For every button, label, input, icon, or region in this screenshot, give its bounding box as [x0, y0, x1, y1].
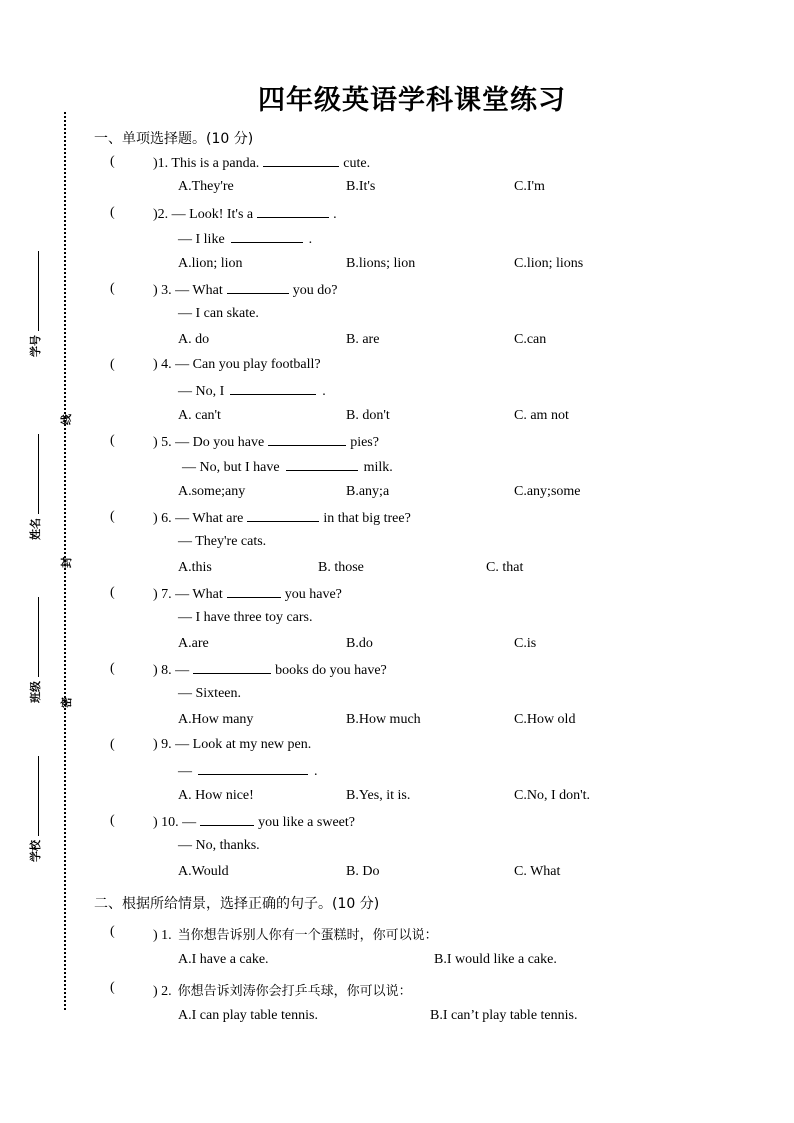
answer-line: — No, but I have milk.: [182, 460, 393, 475]
question-line: ) 10. — you like a sweet?: [153, 815, 355, 830]
option-c: C.No, I don't.: [514, 788, 591, 803]
option-a: A. can't: [178, 408, 221, 423]
option-b: B. Do: [346, 864, 380, 879]
option-b: B.I can’t play table tennis.: [430, 1008, 578, 1023]
answer-paren[interactable]: (: [110, 433, 115, 448]
class-label: 班级: [27, 597, 43, 703]
student-no-label: 学号: [27, 251, 43, 357]
option-a: A.I can play table tennis.: [178, 1008, 318, 1023]
answer-line: — I have three toy cars.: [178, 610, 313, 625]
name-label: 姓名: [27, 434, 43, 540]
school-label: 学校: [27, 756, 43, 862]
option-c: C.can: [514, 332, 547, 347]
option-c: C. What: [514, 864, 561, 879]
option-a: A.some;any: [178, 484, 246, 499]
school-blank[interactable]: [28, 756, 39, 836]
question-line: ) 4. — Can you play football?: [153, 357, 321, 372]
option-b: B.lions; lion: [346, 256, 416, 271]
option-c: C.lion; lions: [514, 256, 584, 271]
option-a: A.Would: [178, 864, 229, 879]
fill-blank[interactable]: [286, 458, 358, 471]
option-a: A.They're: [178, 179, 234, 194]
option-c: C.How old: [514, 712, 576, 727]
answer-line: — I can skate.: [178, 306, 259, 321]
answer-paren[interactable]: (: [110, 509, 115, 524]
fill-blank[interactable]: [230, 382, 316, 395]
answer-line: — .: [178, 764, 318, 779]
option-b: B. don't: [346, 408, 390, 423]
question-line: )2. — Look! It's a .: [153, 207, 337, 222]
answer-paren[interactable]: (: [110, 281, 115, 296]
section1-heading: 一、单项选择题。(10 分): [94, 131, 254, 147]
answer-paren[interactable]: (: [110, 924, 115, 939]
option-c: C.is: [514, 636, 537, 651]
answer-paren[interactable]: (: [110, 661, 115, 676]
answer-line: — No, thanks.: [178, 838, 260, 853]
option-a: A.this: [178, 560, 212, 575]
page-title: 四年级英语学科课堂练习: [258, 85, 566, 116]
answer-paren[interactable]: (: [110, 980, 115, 995]
option-b: B.How much: [346, 712, 421, 727]
question-line: ) 6. — What are in that big tree?: [153, 511, 411, 526]
option-b: B. those: [318, 560, 364, 575]
option-b: B.any;a: [346, 484, 390, 499]
option-c: C.any;some: [514, 484, 581, 499]
question-line: ) 2. 你想告诉刘涛你会打乒乓球，你可以说：: [153, 984, 412, 999]
answer-line: — Sixteen.: [178, 686, 241, 701]
fill-blank[interactable]: [268, 433, 346, 446]
name-blank[interactable]: [28, 434, 39, 514]
answer-paren[interactable]: (: [110, 154, 115, 169]
fill-blank[interactable]: [231, 230, 303, 243]
answer-paren[interactable]: (: [110, 585, 115, 600]
answer-paren[interactable]: (: [110, 813, 115, 828]
seal-mark-line: 线: [60, 414, 73, 425]
answer-paren[interactable]: (: [110, 357, 115, 372]
option-c: C. am not: [514, 408, 569, 423]
option-a: A.are: [178, 636, 209, 651]
fill-blank[interactable]: [200, 813, 254, 826]
question-line: ) 3. — What you do?: [153, 283, 338, 298]
option-a: A.How many: [178, 712, 254, 727]
answer-paren[interactable]: (: [110, 737, 115, 752]
fill-blank[interactable]: [257, 205, 329, 218]
fill-blank[interactable]: [247, 509, 319, 522]
option-a: A. do: [178, 332, 210, 347]
option-a: A. How nice!: [178, 788, 254, 803]
fill-blank[interactable]: [227, 281, 289, 294]
class-blank[interactable]: [28, 597, 39, 677]
seal-mark-secret: 密: [60, 697, 73, 708]
question-line: ) 8. — books do you have?: [153, 663, 387, 678]
question-line: )1. This is a panda. cute.: [153, 156, 371, 171]
option-b: B.I would like a cake.: [434, 952, 557, 967]
question-line: ) 7. — What you have?: [153, 587, 342, 602]
question-line: ) 1. 当你想告诉别人你有一个蛋糕时，你可以说：: [153, 928, 438, 943]
option-b: B. are: [346, 332, 380, 347]
answer-line: — They're cats.: [178, 534, 267, 549]
fill-blank[interactable]: [263, 154, 339, 167]
fill-blank[interactable]: [227, 585, 281, 598]
fill-blank[interactable]: [198, 762, 308, 775]
answer-line: — I like .: [178, 232, 313, 247]
section2-heading: 二、根据所给情景，选择正确的句子。(10 分): [94, 896, 380, 912]
option-b: B.It's: [346, 179, 376, 194]
option-b: B.do: [346, 636, 373, 651]
option-b: B.Yes, it is.: [346, 788, 411, 803]
fill-blank[interactable]: [193, 661, 271, 674]
student-no-blank[interactable]: [28, 251, 39, 331]
answer-paren[interactable]: (: [110, 205, 115, 220]
question-line: ) 5. — Do you have pies?: [153, 435, 379, 450]
question-line: ) 9. — Look at my new pen.: [153, 737, 312, 752]
option-c: C. that: [486, 560, 524, 575]
option-c: C.I'm: [514, 179, 545, 194]
seal-mark-seal: 封: [60, 557, 73, 568]
option-a: A.lion; lion: [178, 256, 243, 271]
answer-line: — No, I .: [178, 384, 326, 399]
option-a: A.I have a cake.: [178, 952, 269, 967]
